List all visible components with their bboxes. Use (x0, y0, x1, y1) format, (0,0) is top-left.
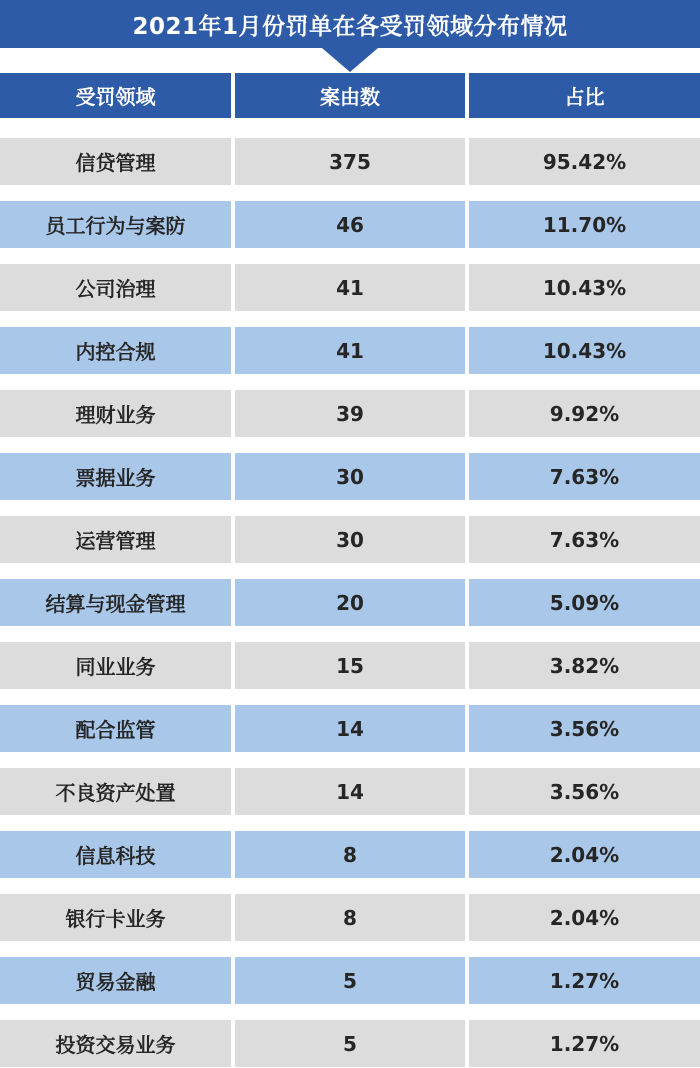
cell-count: 15 (235, 642, 465, 689)
cell-percent: 3.82% (469, 642, 700, 689)
table-row (0, 453, 700, 500)
table-row (0, 201, 700, 248)
cell-field: 投资交易业务 (0, 1020, 231, 1067)
table-row (0, 1020, 700, 1067)
cell-count: 5 (235, 1020, 465, 1067)
table-body (0, 138, 700, 1067)
cell-count: 46 (235, 201, 465, 248)
cell-count: 41 (235, 327, 465, 374)
cell-percent: 9.92% (469, 390, 700, 437)
table-row (0, 642, 700, 689)
column-header-field: 受罚领域 (0, 73, 231, 118)
cell-percent: 2.04% (469, 894, 700, 941)
cell-field: 配合监管 (0, 705, 231, 752)
table-row (0, 390, 700, 437)
cell-percent: 3.56% (469, 705, 700, 752)
table-row (0, 516, 700, 563)
cell-count: 14 (235, 768, 465, 815)
cell-field: 结算与现金管理 (0, 579, 231, 626)
cell-field: 理财业务 (0, 390, 231, 437)
cell-field: 公司治理 (0, 264, 231, 311)
cell-percent: 7.63% (469, 453, 700, 500)
cell-field: 银行卡业务 (0, 894, 231, 941)
cell-count: 39 (235, 390, 465, 437)
cell-percent: 11.70% (469, 201, 700, 248)
cell-field: 票据业务 (0, 453, 231, 500)
cell-count: 20 (235, 579, 465, 626)
cell-percent: 3.56% (469, 768, 700, 815)
cell-count: 375 (235, 138, 465, 185)
cell-count: 30 (235, 516, 465, 563)
page-title: 2021年1月份罚单在各受罚领域分布情况 (132, 13, 568, 40)
down-arrow-icon (322, 48, 378, 72)
cell-percent: 95.42% (469, 138, 700, 185)
cell-field: 不良资产处置 (0, 768, 231, 815)
cell-field: 内控合规 (0, 327, 231, 374)
cell-count: 41 (235, 264, 465, 311)
cell-percent: 7.63% (469, 516, 700, 563)
cell-field: 信息科技 (0, 831, 231, 878)
column-header-percent: 占比 (469, 73, 700, 118)
cell-count: 8 (235, 894, 465, 941)
table-row (0, 768, 700, 815)
cell-field: 信贷管理 (0, 138, 231, 185)
table-row (0, 138, 700, 185)
table-row (0, 264, 700, 311)
cell-field: 运营管理 (0, 516, 231, 563)
cell-percent: 1.27% (469, 957, 700, 1004)
cell-field: 贸易金融 (0, 957, 231, 1004)
title-banner (0, 0, 700, 48)
table-row (0, 957, 700, 1004)
table-row (0, 705, 700, 752)
cell-percent: 2.04% (469, 831, 700, 878)
cell-field: 员工行为与案防 (0, 201, 231, 248)
cell-count: 14 (235, 705, 465, 752)
banner-pointer-zone (0, 48, 700, 73)
cell-count: 30 (235, 453, 465, 500)
cell-field: 同业业务 (0, 642, 231, 689)
cell-count: 8 (235, 831, 465, 878)
cell-percent: 5.09% (469, 579, 700, 626)
table-row (0, 327, 700, 374)
table-header-row (0, 73, 700, 118)
cell-count: 5 (235, 957, 465, 1004)
cell-percent: 10.43% (469, 327, 700, 374)
cell-percent: 1.27% (469, 1020, 700, 1067)
column-header-count: 案由数 (235, 73, 465, 118)
table-row (0, 579, 700, 626)
table-row (0, 831, 700, 878)
cell-percent: 10.43% (469, 264, 700, 311)
table-row (0, 894, 700, 941)
